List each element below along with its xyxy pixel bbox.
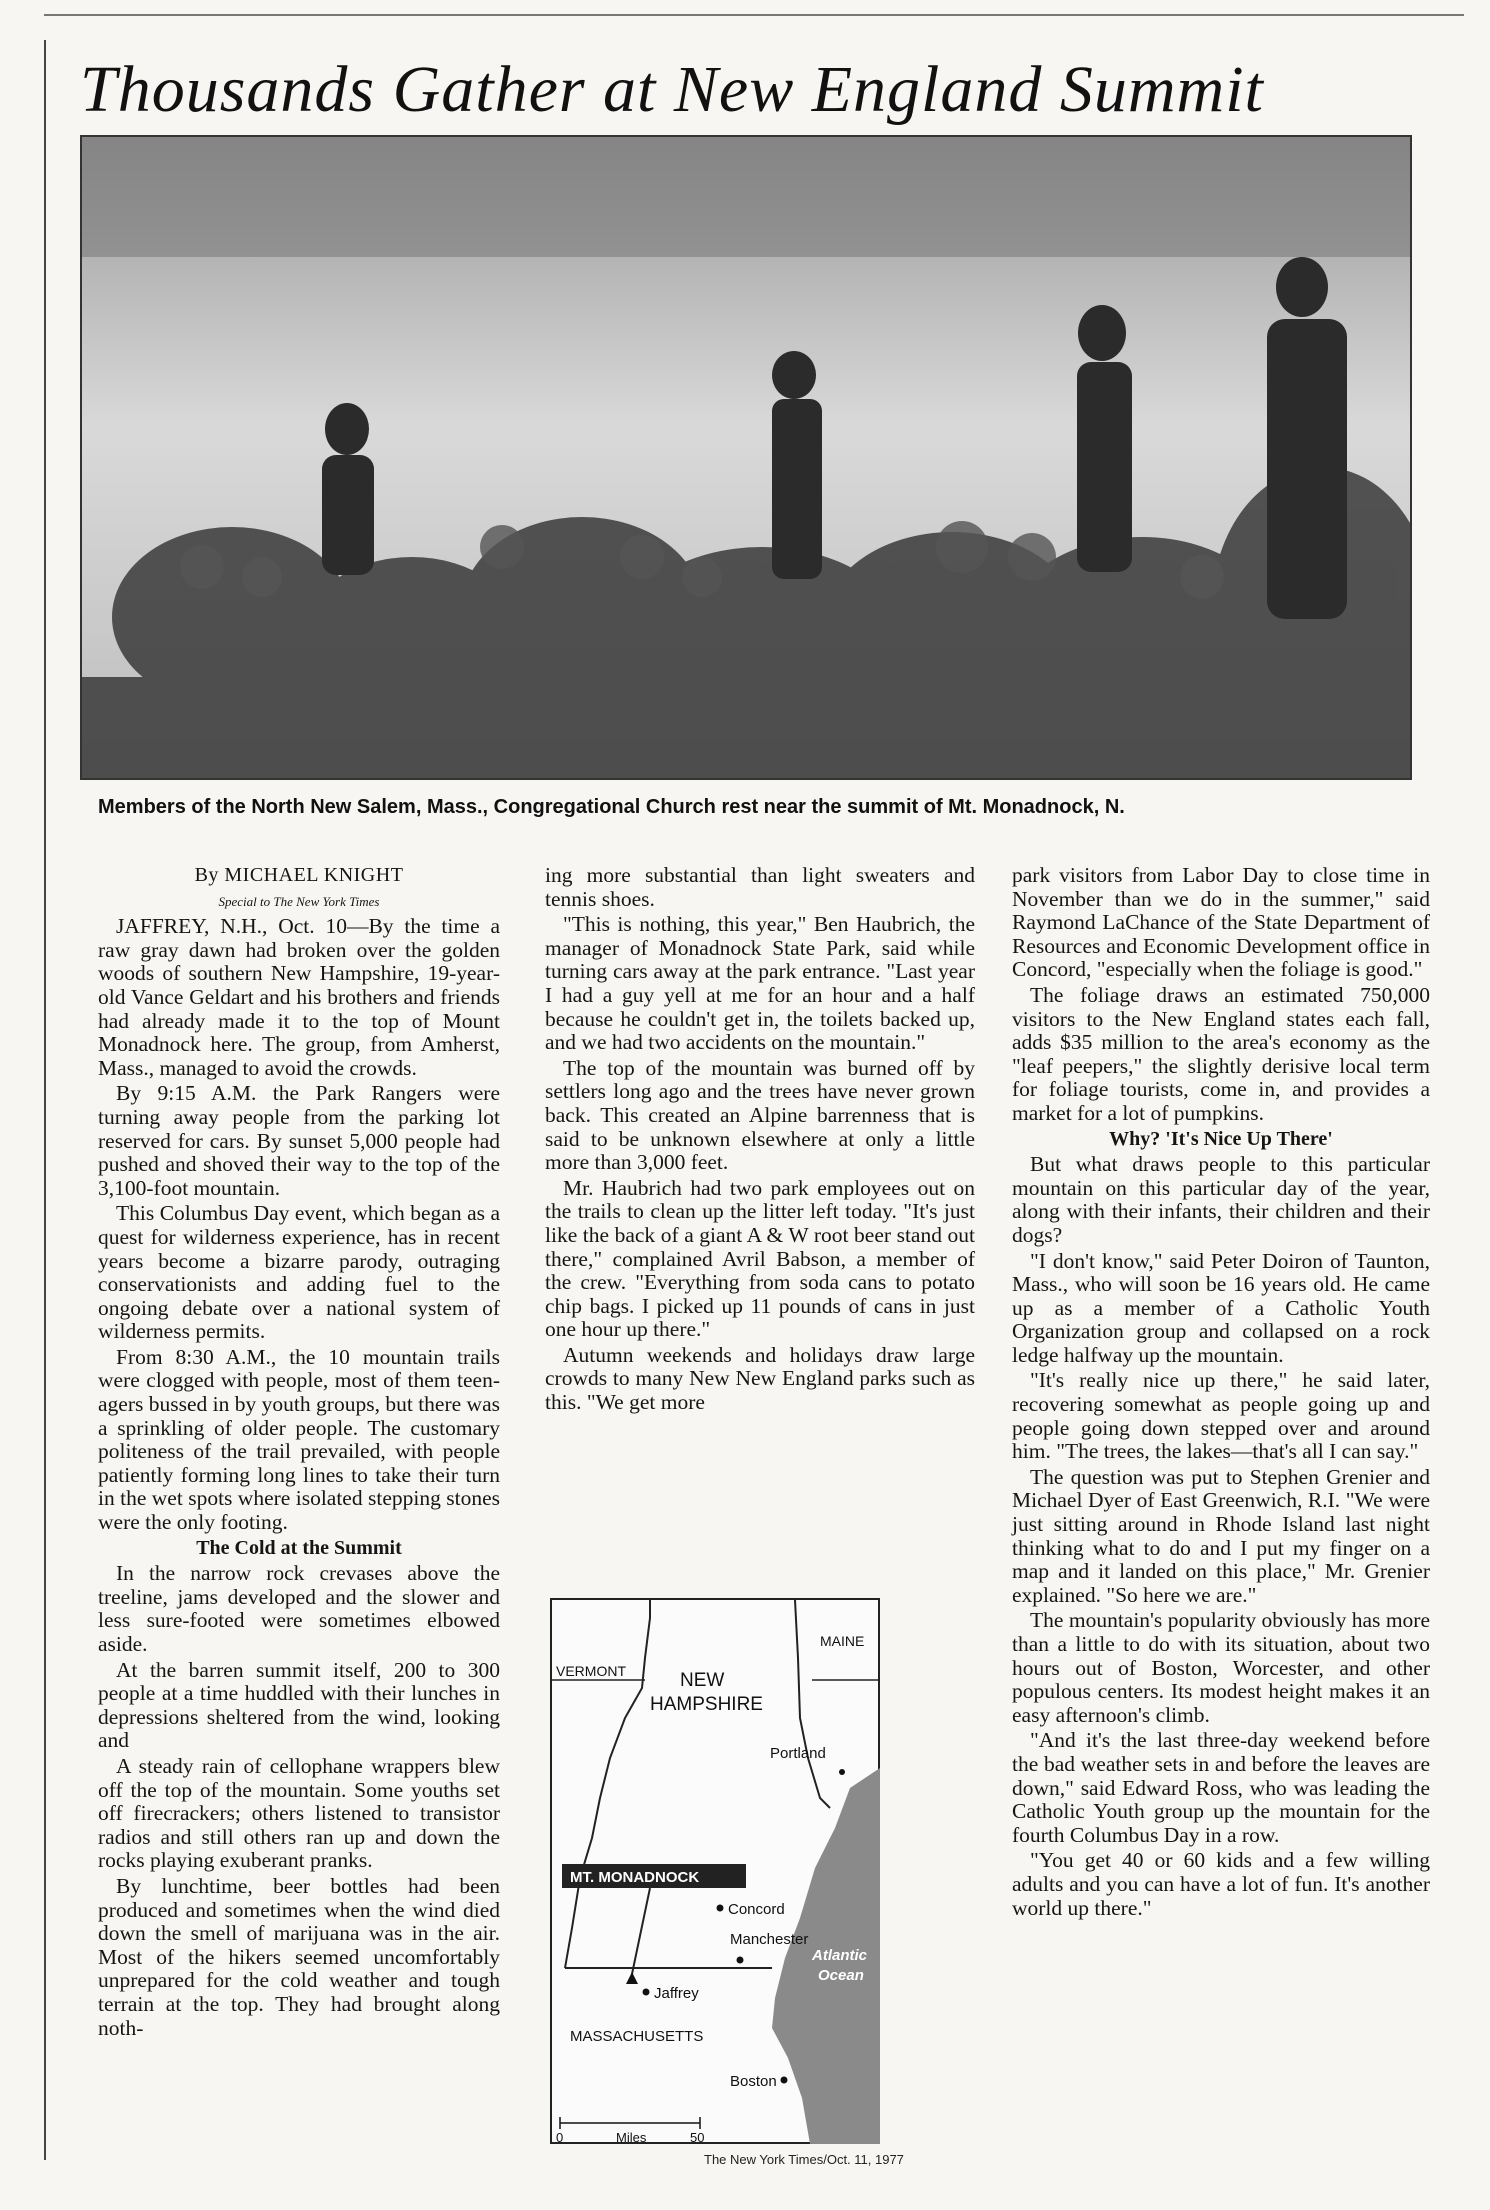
paragraph: JAFFREY, N.H., Oct. 10—By the time a raw gray dawn had broken over the golden woods of southern New Hampshire, 19-year-old Vance Geldart and his brothers and friends had already made it to the top of Mount Monadnock here. The group, from Amherst, Mass., managed to avoid the crowds. [98, 914, 500, 1080]
subhead: Why? 'It's Nice Up There' [1109, 1127, 1333, 1150]
label-portland: Portland [770, 1745, 826, 1762]
label-new: NEW [680, 1670, 725, 1691]
manchester-dot [737, 1957, 744, 1964]
paragraph: ing more substantial than light sweaters and tennis shoes. [545, 863, 975, 911]
paragraph: "You get 40 or 60 kids and a few willing adults and you can have a lot of fun. It's another world up there." [1012, 1848, 1430, 1920]
article-column-1 [98, 864, 500, 2042]
clipping-edge [44, 40, 46, 2160]
label-massachusetts: MASSACHUSETTS [570, 2028, 704, 2045]
map-credit: The New York Times/Oct. 11, 1977 [704, 2152, 904, 2167]
paragraph: This Columbus Day event, which began as a quest for wilderness experience, has in recent years become a bizarre parody, outraging conservationists and adding fuel to the ongoing debate over a national system of wilderness permits. [98, 1201, 500, 1344]
paragraph: "And it's the last three-day weekend before the bad weather sets in and before the leaves are down," said Edward Ross, who was leading the Catholic Youth group up the mountain for the fourth Columbus Day in a row. [1012, 1728, 1430, 1847]
headline: Thousands Gather at New England Summit [80, 53, 1264, 126]
article-column-3 [1012, 864, 1430, 1922]
article-column-2 [545, 864, 975, 1417]
paragraph: By lunchtime, beer bottles had been produced and sometimes when the wind died down the smell of marijuana was in the air. Most of the hikers seemed uncomfortably unprepared for the cold weather and tough terrain at the top. They had brought along noth- [98, 1873, 500, 2040]
paragraph: By 9:15 A.M. the Park Rangers were turning away people from the parking lot reserved for cars. By sunset 5,000 people had pushed and shoved their way to the top of the 3,100-foot mountain. [98, 1081, 500, 1200]
top-rule [44, 14, 1464, 16]
paragraph: "It's really nice up there," he said later, recovering somewhat as people going up and people going down stepped over and around him. "The trees, the lakes—that's all I can say." [1012, 1368, 1430, 1464]
paragraph: The foliage draws an estimated 750,000 visitors to the New England states each fall, adds $35 million to the area's economy as the "leaf peepers," the slightly derisive local term for foliage tourists, come in, and provides a market for a lot of pumpkins. [1012, 982, 1430, 1125]
paragraph: In the narrow rock crevases above the treeline, jams developed and the slower and less sure-footed were sometimes elbowed aside. [98, 1561, 500, 1656]
subhead: The Cold at the Summit [196, 1536, 402, 1559]
paragraph: The mountain's popularity obviously has more than a little to do with its situation, about two hours out of Boston, Worcester, and other populous centers. Its modest height makes it an easy afternoon's climb. [1012, 1608, 1430, 1727]
summit-photo [80, 135, 1412, 780]
photo-caption: Members of the North New Salem, Mass., Congregational Church rest near the summit of Mt. Monadnock, N. [98, 796, 1125, 818]
label-atlantic: Atlantic [812, 1947, 868, 1964]
special-credit: Special to The New York Times [218, 893, 380, 909]
boston-dot [781, 2077, 788, 2084]
label-hampshire: HAMPSHIRE [650, 1694, 763, 1715]
scale-50: 50 [690, 2130, 705, 2144]
paragraph: Mr. Haubrich had two park employees out on the trails to clean up the litter left today. "It's just like the back of a giant A & W root beer stand out there," complained Avril Babson, a member of the crew. "Everything from soda cans to potato chip bags. I picked up 11 pounds of cans in just one hour up there." [545, 1175, 975, 1342]
label-concord: Concord [728, 1901, 785, 1918]
jaffrey-dot [643, 1989, 650, 1996]
paragraph: Autumn weekends and holidays draw large crowds to many New New England parks such as this. "We get more [545, 1342, 975, 1415]
paragraph: "This is nothing, this year," Ben Haubrich, the manager of Monadnock State Park, said while turning cars away at the park entrance. "Last year I had a guy yell at me for an hour and a half because he couldn't get in, the toilets backed up, and we had two accidents on the mountain." [545, 912, 975, 1055]
paragraph: The top of the mountain was burned off by settlers long ago and the trees have never grown back. This created an Alpine barrenness that is said to be unknown elsewhere at only a little more than 3,000 feet. [545, 1055, 975, 1175]
label-jaffrey: Jaffrey [654, 1985, 699, 2002]
paragraph: park visitors from Labor Day to close time in November than we do in the summer," said Raymond LaChance of the State Department of Resources and Economic Development office in Concord, "especially when the foliage is good." [1012, 863, 1430, 982]
label-ocean: Ocean [818, 1967, 864, 1984]
label-manchester: Manchester [730, 1931, 809, 1948]
scale-miles: Miles [616, 2130, 647, 2144]
paragraph: "I don't know," said Peter Doiron of Taunton, Mass., who will soon be 16 years old. He came up as a member of a Catholic Youth Organization group and collapsed on a rock ledge halfway up the mountain. [1012, 1248, 1430, 1367]
label-monadnock: MT. MONADNOCK [570, 1869, 700, 1886]
label-boston: Boston [730, 2073, 777, 2090]
byline: By MICHAEL KNIGHT [194, 864, 404, 886]
photo-illustration [82, 137, 1412, 780]
paragraph: The question was put to Stephen Grenier and Michael Dyer of East Greenwich, R.I. "We were just sitting around in Rhode Island last night thinking what to do and I put my finger on a map and it landed on this place," Mr. Grenier explained. "So here we are." [1012, 1464, 1430, 1607]
paragraph: But what draws people to this particular mountain on this particular day of the year, along with their infants, their children and their dogs? [1012, 1152, 1430, 1247]
locator-map [550, 1598, 880, 2144]
concord-dot [717, 1905, 724, 1912]
paragraph: At the barren summit itself, 200 to 300 people at a time huddled with their lunches in depressions sheltered from the wind, looking and [98, 1657, 500, 1753]
scale-0: 0 [556, 2130, 564, 2144]
map-svg [550, 1598, 880, 2144]
label-vermont: VERMONT [556, 1663, 626, 1679]
portland-dot [839, 1769, 845, 1775]
label-maine: MAINE [820, 1633, 865, 1649]
paragraph: From 8:30 A.M., the 10 mountain trails were clogged with people, most of them teen-agers bussed in by youth groups, but there was a sprinkling of older people. The customary politeness of the trail prevailed, with people patiently forming long lines to take their turn in the wet spots where isolated stepping stones were the only footing. [98, 1344, 500, 1535]
paragraph: A steady rain of cellophane wrappers blew off the top of the mountain. Some youths set off firecrackers; others listened to transistor radios and still others ran up and down the rocks playing exuberant pranks. [98, 1753, 500, 1873]
